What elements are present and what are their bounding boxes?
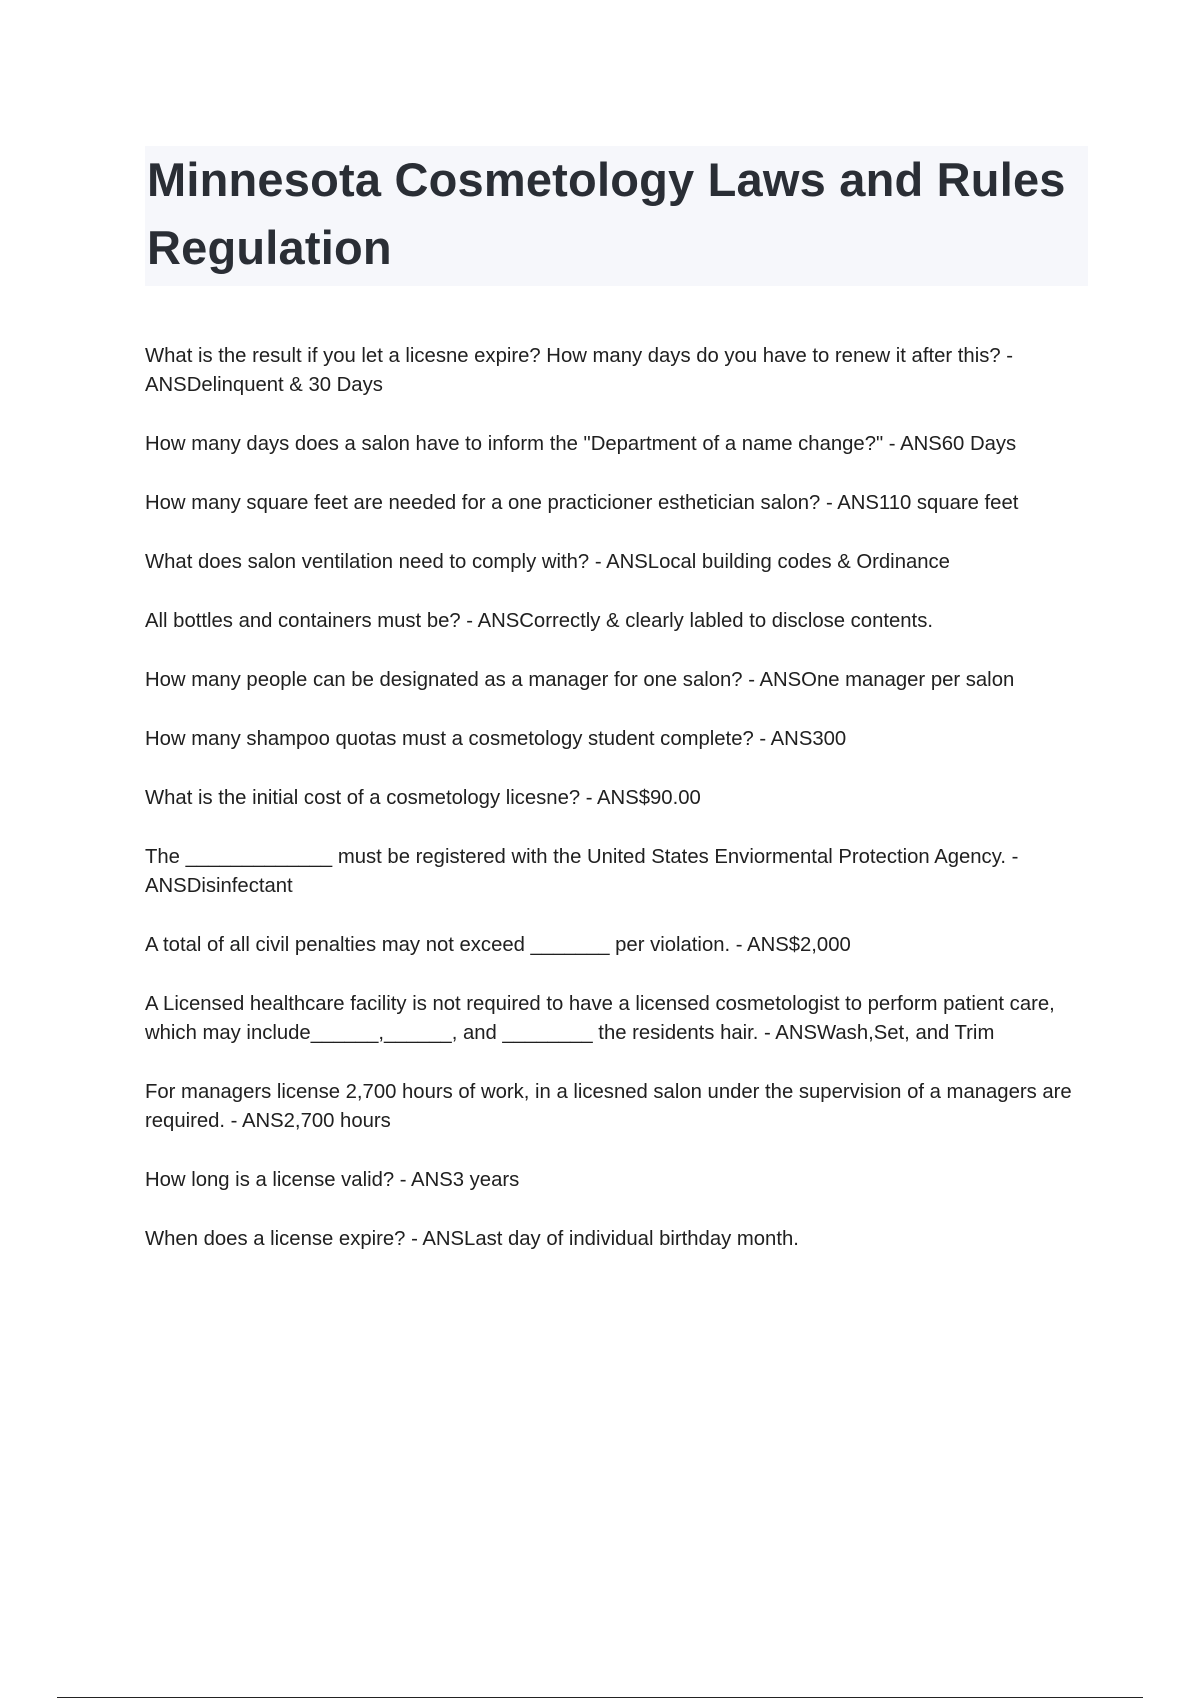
qa-item: How many days does a salon have to inform the "Department of a name change?" - ANS60 Days: [145, 433, 1017, 455]
qa-item: All bottles and containers must be? - ANSCorrectly & clearly labled to disclose contents.: [145, 610, 933, 632]
qa-item: How many square feet are needed for a one practicioner esthetician salon? - ANS110 square feet: [145, 492, 1019, 514]
qa-list: [145, 342, 1090, 1284]
qa-item: How long is a license valid? - ANS3 years: [145, 1169, 520, 1191]
qa-item: A Licensed healthcare facility is not required to have a licensed cosmetologist to perform patient care, which may include______,______, and ________ the residents hair. - ANSWash,Set, and Trim: [145, 993, 1055, 1044]
title-banner: [145, 146, 1088, 286]
qa-item: The _____________ must be registered with the United States Enviormental Protection Agency. - ANSDisinfectant: [145, 846, 1019, 897]
footer-divider: [57, 1697, 1143, 1698]
qa-item: What is the result if you let a licesne expire? How many days do you have to renew it after this? - ANSDelinquent & 30 Days: [145, 345, 1014, 396]
qa-item: For managers license 2,700 hours of work, in a licesned salon under the supervision of a managers are required. - ANS2,700 hours: [145, 1081, 1072, 1132]
qa-item: How many shampoo quotas must a cosmetology student complete? - ANS300: [145, 728, 847, 750]
page-title: Minnesota Cosmetology Laws and Rules Regulation: [147, 153, 1066, 274]
qa-item: When does a license expire? - ANSLast day of individual birthday month.: [145, 1228, 799, 1250]
qa-item: A total of all civil penalties may not exceed _______ per violation. - ANS$2,000: [145, 934, 851, 956]
qa-item: How many people can be designated as a manager for one salon? - ANSOne manager per salon: [145, 669, 1015, 691]
qa-item: What is the initial cost of a cosmetology licesne? - ANS$90.00: [145, 787, 701, 809]
qa-item: What does salon ventilation need to comply with? - ANSLocal building codes & Ordinance: [145, 551, 950, 573]
